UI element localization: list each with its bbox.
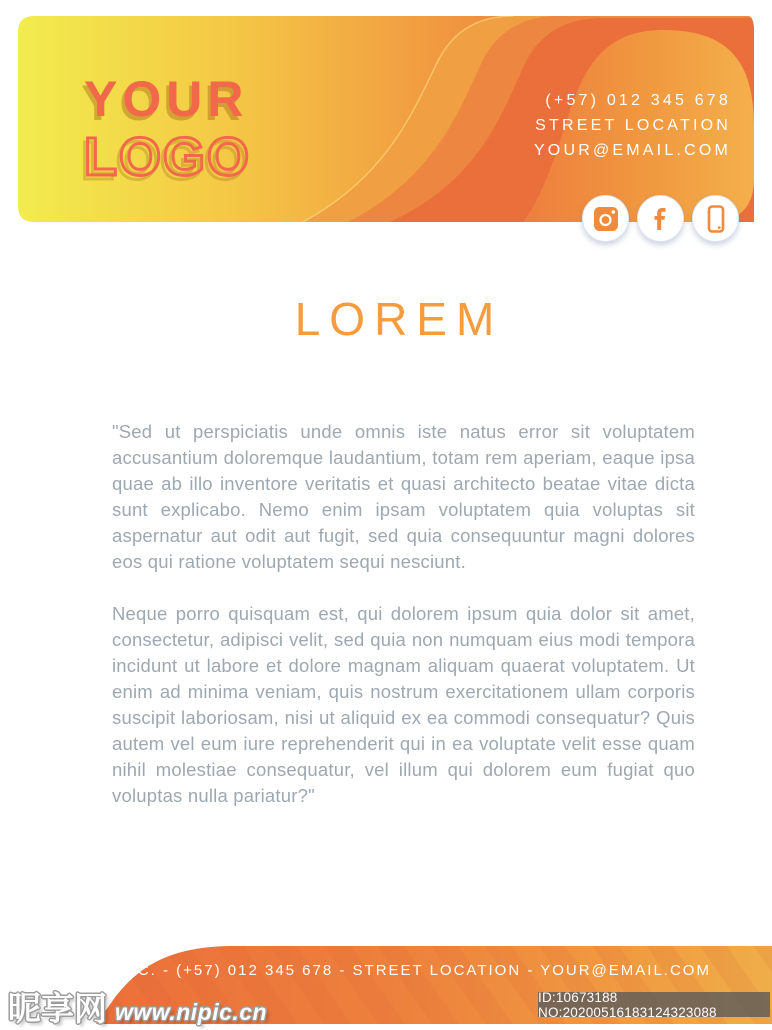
header-contact-info	[534, 88, 731, 163]
mobile-phone-button[interactable]	[692, 195, 739, 242]
site-watermark	[8, 983, 267, 1030]
facebook-button[interactable]	[637, 195, 684, 242]
mobile-phone-icon	[703, 205, 729, 233]
instagram-icon	[593, 206, 619, 232]
instagram-button[interactable]	[582, 195, 629, 242]
footer-contact-line: RICH C. - (+57) 012 345 678 - STREET LOCATION - YOUR@EMAIL.COM	[87, 962, 711, 979]
logo-text-line2: LOGO	[84, 127, 251, 187]
header-email: YOUR@EMAIL.COM	[533, 142, 731, 159]
body-paragraph-2: Neque porro quisquam est, qui dolorem ipsum quia dolor sit amet, consectetur, adipisci velit, sed quia non numquam eius modi tempora incidunt ut labore et dolore magnam aliquam quaerat voluptatem. Ut enim ad minima veniam, quis nostrum exercitationem ullam corporis suscipit laboriosam, nisi ut aliquid ex ea commodi consequatur? Quis autem vel eum iure reprehenderit qui in ea voluptate velit esse quam nihil molestiae consequatur, vel illum qui dolorem eum fugiat quo voluptas nulla pariatur?"	[112, 603, 695, 806]
header-banner	[18, 16, 754, 222]
watermark-site-name: 昵享网	[8, 990, 107, 1027]
document-title: LOREM	[294, 293, 504, 345]
image-id-badge: ID:10673188 NO:20200516183124323088	[538, 992, 770, 1017]
header-phone: (+57) 012 345 678	[545, 92, 731, 109]
social-icons-row	[582, 195, 739, 242]
header-address: STREET LOCATION	[535, 117, 731, 134]
company-logo	[84, 71, 251, 187]
document-body	[112, 419, 695, 835]
watermark-site-url: www.nipic.cn	[115, 999, 268, 1025]
logo-text-line1: YOUR	[84, 71, 249, 127]
facebook-icon	[648, 206, 674, 232]
body-paragraph-1: "Sed ut perspiciatis unde omnis iste natus error sit voluptatem accusantium doloremque laudantium, totam rem aperiam, eaque ipsa quae ab illo inventore veritatis et quasi architecto beatae vitae dicta sunt explicabo. Nemo enim ipsam voluptatem quia voluptas sit aspernatur aut odit aut fugit, sed quia consequuntur magni dolores eos qui ratione voluptatem sequi nesciunt.	[112, 421, 695, 572]
